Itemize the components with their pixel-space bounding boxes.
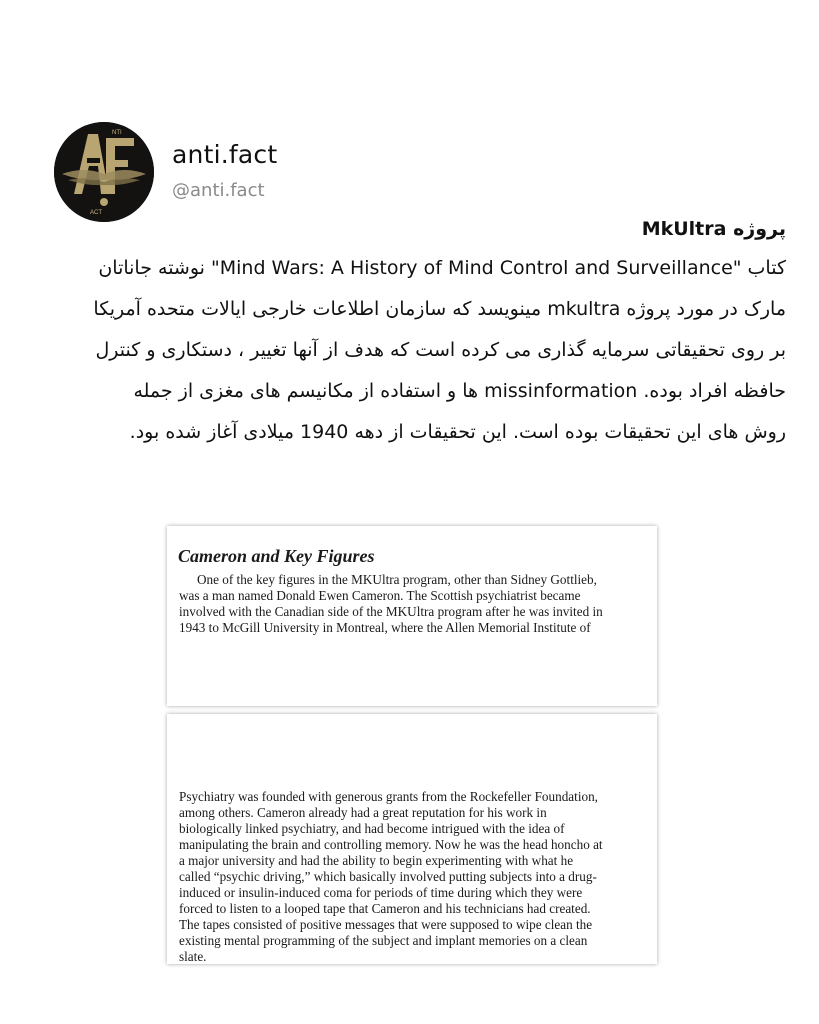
document-line: induced or insulin-induced coma for periods of time during which they were [179,885,583,900]
document-line: called “psychic driving,” which basically involved putting subjects into a drug- [179,869,597,884]
document-line: involved with the Canadian side of the MKUltra program after he was invited in [179,604,603,619]
post-line: مارک در مورد پروژه mkultra مینویسد که سازمان اطلاعات خارجی ایالات متحده آمریکا [93,298,786,320]
document-line: a major university and had the ability to begin experimenting with what he [179,853,574,868]
user-handle[interactable]: @anti.fact [172,180,265,201]
logo-text-bottom: ACT [90,210,102,216]
document-line: 1943 to McGill University in Montreal, where the Allen Memorial Institute of [179,620,591,635]
document-line: biologically linked psychiatry, and had become intrigued with the idea of [179,821,565,836]
display-name[interactable]: anti.fact [172,140,278,169]
document-line: One of the key figures in the MKUltra program, other than Sidney Gottlieb, [197,572,597,587]
document-paragraph [179,789,649,964]
document-line: The tapes consisted of positive messages that were supposed to wipe clean the [179,917,593,932]
post-line: بر روی تحقیقاتی سرمایه گذاری می کرده است که هدف از آنها تغییر ، دستکاری و کنترل [95,339,786,361]
document-line: Psychiatry was founded with generous grants from the Rockefeller Foundation, [179,789,598,804]
anti-fact-logo-icon [54,122,154,222]
post-line: روش های این تحقیقات بوده است. این تحقیقات از دهه 1940 میلادی آغاز شده بود. [129,421,786,443]
document-heading: Cameron and Key Figures [178,546,375,566]
post-title: پروژه MkUltra [641,218,786,240]
post-text [28,210,786,453]
logo-text-top: NTI [112,130,122,136]
document-line: among others. Cameron already had a great reputation for his work in [179,805,547,820]
document-page-top [167,526,657,706]
document-line: slate. [179,949,207,964]
document-line: manipulating the brain and controlling memory. Now he was the head honcho at [179,837,603,852]
document-line: forced to listen to a looped tape that Cameron and his technicians had created. [179,901,591,916]
document-page-bottom [167,714,657,964]
document-paragraph [179,572,649,636]
document-line: was a man named Donald Ewen Cameron. The Scottish psychiatrist became [179,588,581,603]
avatar[interactable] [54,122,154,222]
document-line: existing mental programming of the subject and implant memories on a clean [179,933,588,948]
post-line: کتاب "Mind Wars: A History of Mind Control and Surveillance" نوشته جاناتان [98,257,786,279]
post-line: حافظه افراد بوده. missinformation ها و استفاده از مکانیسم های مغزی از جمله [133,380,786,402]
